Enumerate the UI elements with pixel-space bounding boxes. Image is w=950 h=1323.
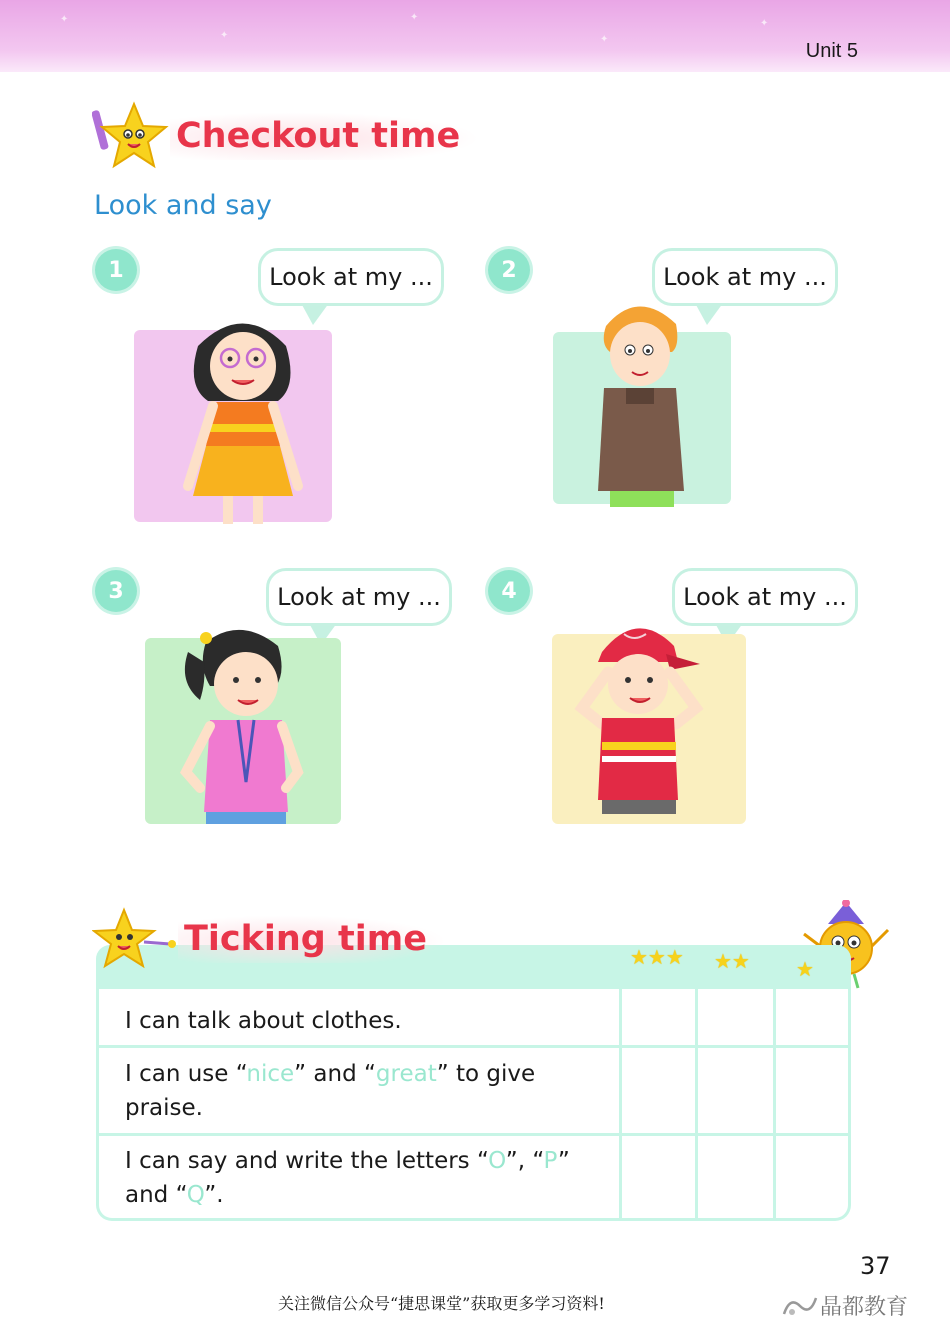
- unit-label: Unit 5: [805, 40, 858, 62]
- ticking-grid: [96, 989, 851, 1221]
- star-column-2-icons: ★★: [714, 949, 750, 973]
- sparkle-icon: ✦: [410, 12, 419, 23]
- page-number: 37: [860, 1252, 891, 1280]
- girl-in-pink-illustration: [176, 622, 308, 827]
- star-column-1-icons: ★★★: [630, 945, 684, 969]
- item-number-2: 2: [488, 249, 530, 291]
- star-column-3-icons: ★: [796, 957, 814, 981]
- keyword-great: great: [375, 1061, 437, 1087]
- star-wand-mascot-icon: [92, 906, 178, 972]
- checkout-title-text: Checkout time: [170, 112, 480, 160]
- sparkle-icon: ✦: [760, 18, 769, 29]
- speech-bubble-text: Look at my ...: [277, 583, 441, 611]
- letter-q: Q: [186, 1182, 205, 1208]
- checkout-title: [92, 100, 480, 172]
- star-mascot-icon: [92, 100, 170, 172]
- speech-bubble-text: Look at my ...: [683, 583, 847, 611]
- boy-in-brown-jumper-illustration: [588, 296, 698, 511]
- speech-bubble-text: Look at my ...: [269, 263, 433, 291]
- girl-in-orange-illustration: [168, 306, 318, 528]
- boy-in-red-cap-illustration: [562, 612, 710, 817]
- ticking-title: [92, 906, 447, 972]
- item-number-3: 3: [95, 570, 137, 612]
- brand-name: 晶都教育: [820, 1295, 909, 1320]
- keyword-nice: nice: [246, 1061, 295, 1087]
- sparkle-icon: ✦: [600, 34, 609, 45]
- ticking-row-3: I can say and write the letters “O”, “P” and “Q”.: [125, 1148, 570, 1208]
- ticking-row-2: I can use “nice” and “great” to give praise.: [125, 1061, 536, 1121]
- brand-logo: [780, 1290, 908, 1321]
- letter-p: P: [543, 1148, 558, 1174]
- brand-mark-icon: [780, 1292, 820, 1320]
- item-number-4: 4: [488, 570, 530, 612]
- ticking-table: [96, 945, 851, 1223]
- sparkle-icon: ✦: [60, 14, 69, 25]
- ticking-title-text: Ticking time: [178, 915, 447, 963]
- sparkle-icon: ✦: [220, 30, 229, 41]
- look-and-say-subtitle: Look and say: [94, 190, 272, 221]
- speech-bubble-1: [258, 248, 444, 306]
- letter-o: O: [488, 1148, 506, 1174]
- item-number-1: 1: [95, 249, 137, 291]
- speech-bubble-3: [266, 568, 452, 626]
- speech-bubble-text: Look at my ...: [663, 263, 827, 291]
- ticking-row-1: I can talk about clothes.: [125, 1008, 402, 1034]
- footer-note: 关注微信公众号“捷思课堂”获取更多学习资料!: [278, 1294, 605, 1313]
